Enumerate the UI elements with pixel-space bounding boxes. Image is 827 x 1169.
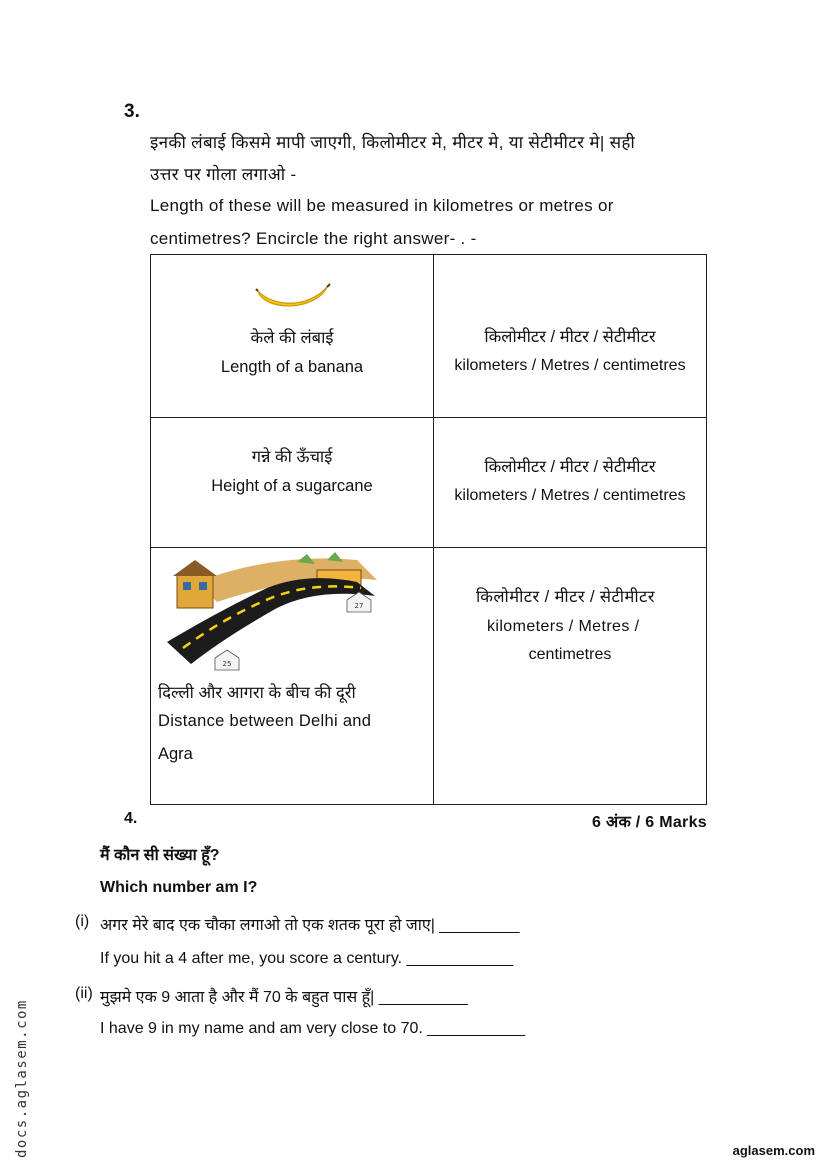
q4-item-1-label: (i) xyxy=(75,913,90,930)
q3-english-line-1: Length of these will be measured in kilometres or metres or xyxy=(150,196,614,215)
question-3-number: 3. xyxy=(124,101,140,122)
measurement-table xyxy=(150,254,707,805)
milestone-25: 25 xyxy=(222,660,232,668)
footer-site-name: aglasem.com xyxy=(732,1143,815,1158)
q4-marks: 6 अंक / 6 Marks xyxy=(592,814,707,831)
banana-icon xyxy=(255,281,331,313)
delhi-agra-options-english-line-1: kilometers / Metres / xyxy=(487,618,640,635)
milestone-27: 27 xyxy=(354,602,364,610)
table-row-3-item xyxy=(151,548,434,805)
table-row-1-item xyxy=(151,255,434,418)
delhi-agra-item-hindi: दिल्ली और आगरा के बीच की दूरी xyxy=(158,684,356,702)
delhi-agra-item-english-line-1: Distance between Delhi and xyxy=(158,712,372,730)
table-row-1-options xyxy=(434,255,707,418)
banana-options-english: kilometers / Metres / centimetres xyxy=(454,357,686,374)
table-row-3-options xyxy=(434,548,707,805)
sugarcane-item-hindi: गन्ने की ऊँचाई xyxy=(251,448,333,466)
sugarcane-options-hindi: किलोमीटर / मीटर / सेटीमीटर xyxy=(484,458,656,476)
road-illustration-icon xyxy=(157,552,393,672)
q4-item-1-hindi: अगर मेरे बाद एक चौका लगाओ तो एक शतक पूरा हो जाए| _________ xyxy=(100,917,520,934)
question-4-number: 4. xyxy=(124,810,138,827)
table-row-2-options xyxy=(434,418,707,548)
side-watermark: docs.aglasem.com xyxy=(14,999,30,1158)
q4-item-1-english: If you hit a 4 after me, you score a century. ____________ xyxy=(100,950,514,967)
sugarcane-options-english: kilometers / Metres / centimetres xyxy=(454,487,686,504)
delhi-agra-item-english-line-2: Agra xyxy=(158,745,193,763)
q3-english-line-2: centimetres? Encircle the right answer- . - xyxy=(150,229,477,248)
delhi-agra-options-english-line-2: centimetres xyxy=(528,646,612,663)
q3-hindi-line-2: उत्तर पर गोला लगाओ - xyxy=(150,165,297,184)
delhi-agra-options-hindi: किलोमीटर / मीटर / सेटीमीटर xyxy=(476,588,655,606)
q4-item-2-hindi: मुझमे एक 9 आता है और मैं 70 के बहुत पास हूँ| __________ xyxy=(100,989,468,1006)
q4-title-english: Which number am I? xyxy=(100,879,258,896)
q4-title-hindi: मैं कौन सी संख्या हूँ? xyxy=(100,847,220,864)
q4-item-2-label: (ii) xyxy=(75,985,93,1002)
banana-item-english: Length of a banana xyxy=(220,358,364,376)
banana-options-hindi: किलोमीटर / मीटर / सेटीमीटर xyxy=(484,328,656,346)
table-row-2-item xyxy=(151,418,434,548)
q4-item-2-english: I have 9 in my name and am very close to 70. ___________ xyxy=(100,1020,526,1037)
q3-hindi-line-1: इनकी लंबाई किसमे मापी जाएगी, किलोमीटर मे, मीटर मे, या सेटीमीटर मे| सही xyxy=(150,133,636,152)
banana-item-hindi: केले की लंबाई xyxy=(250,329,334,347)
sugarcane-item-english: Height of a sugarcane xyxy=(211,477,373,495)
